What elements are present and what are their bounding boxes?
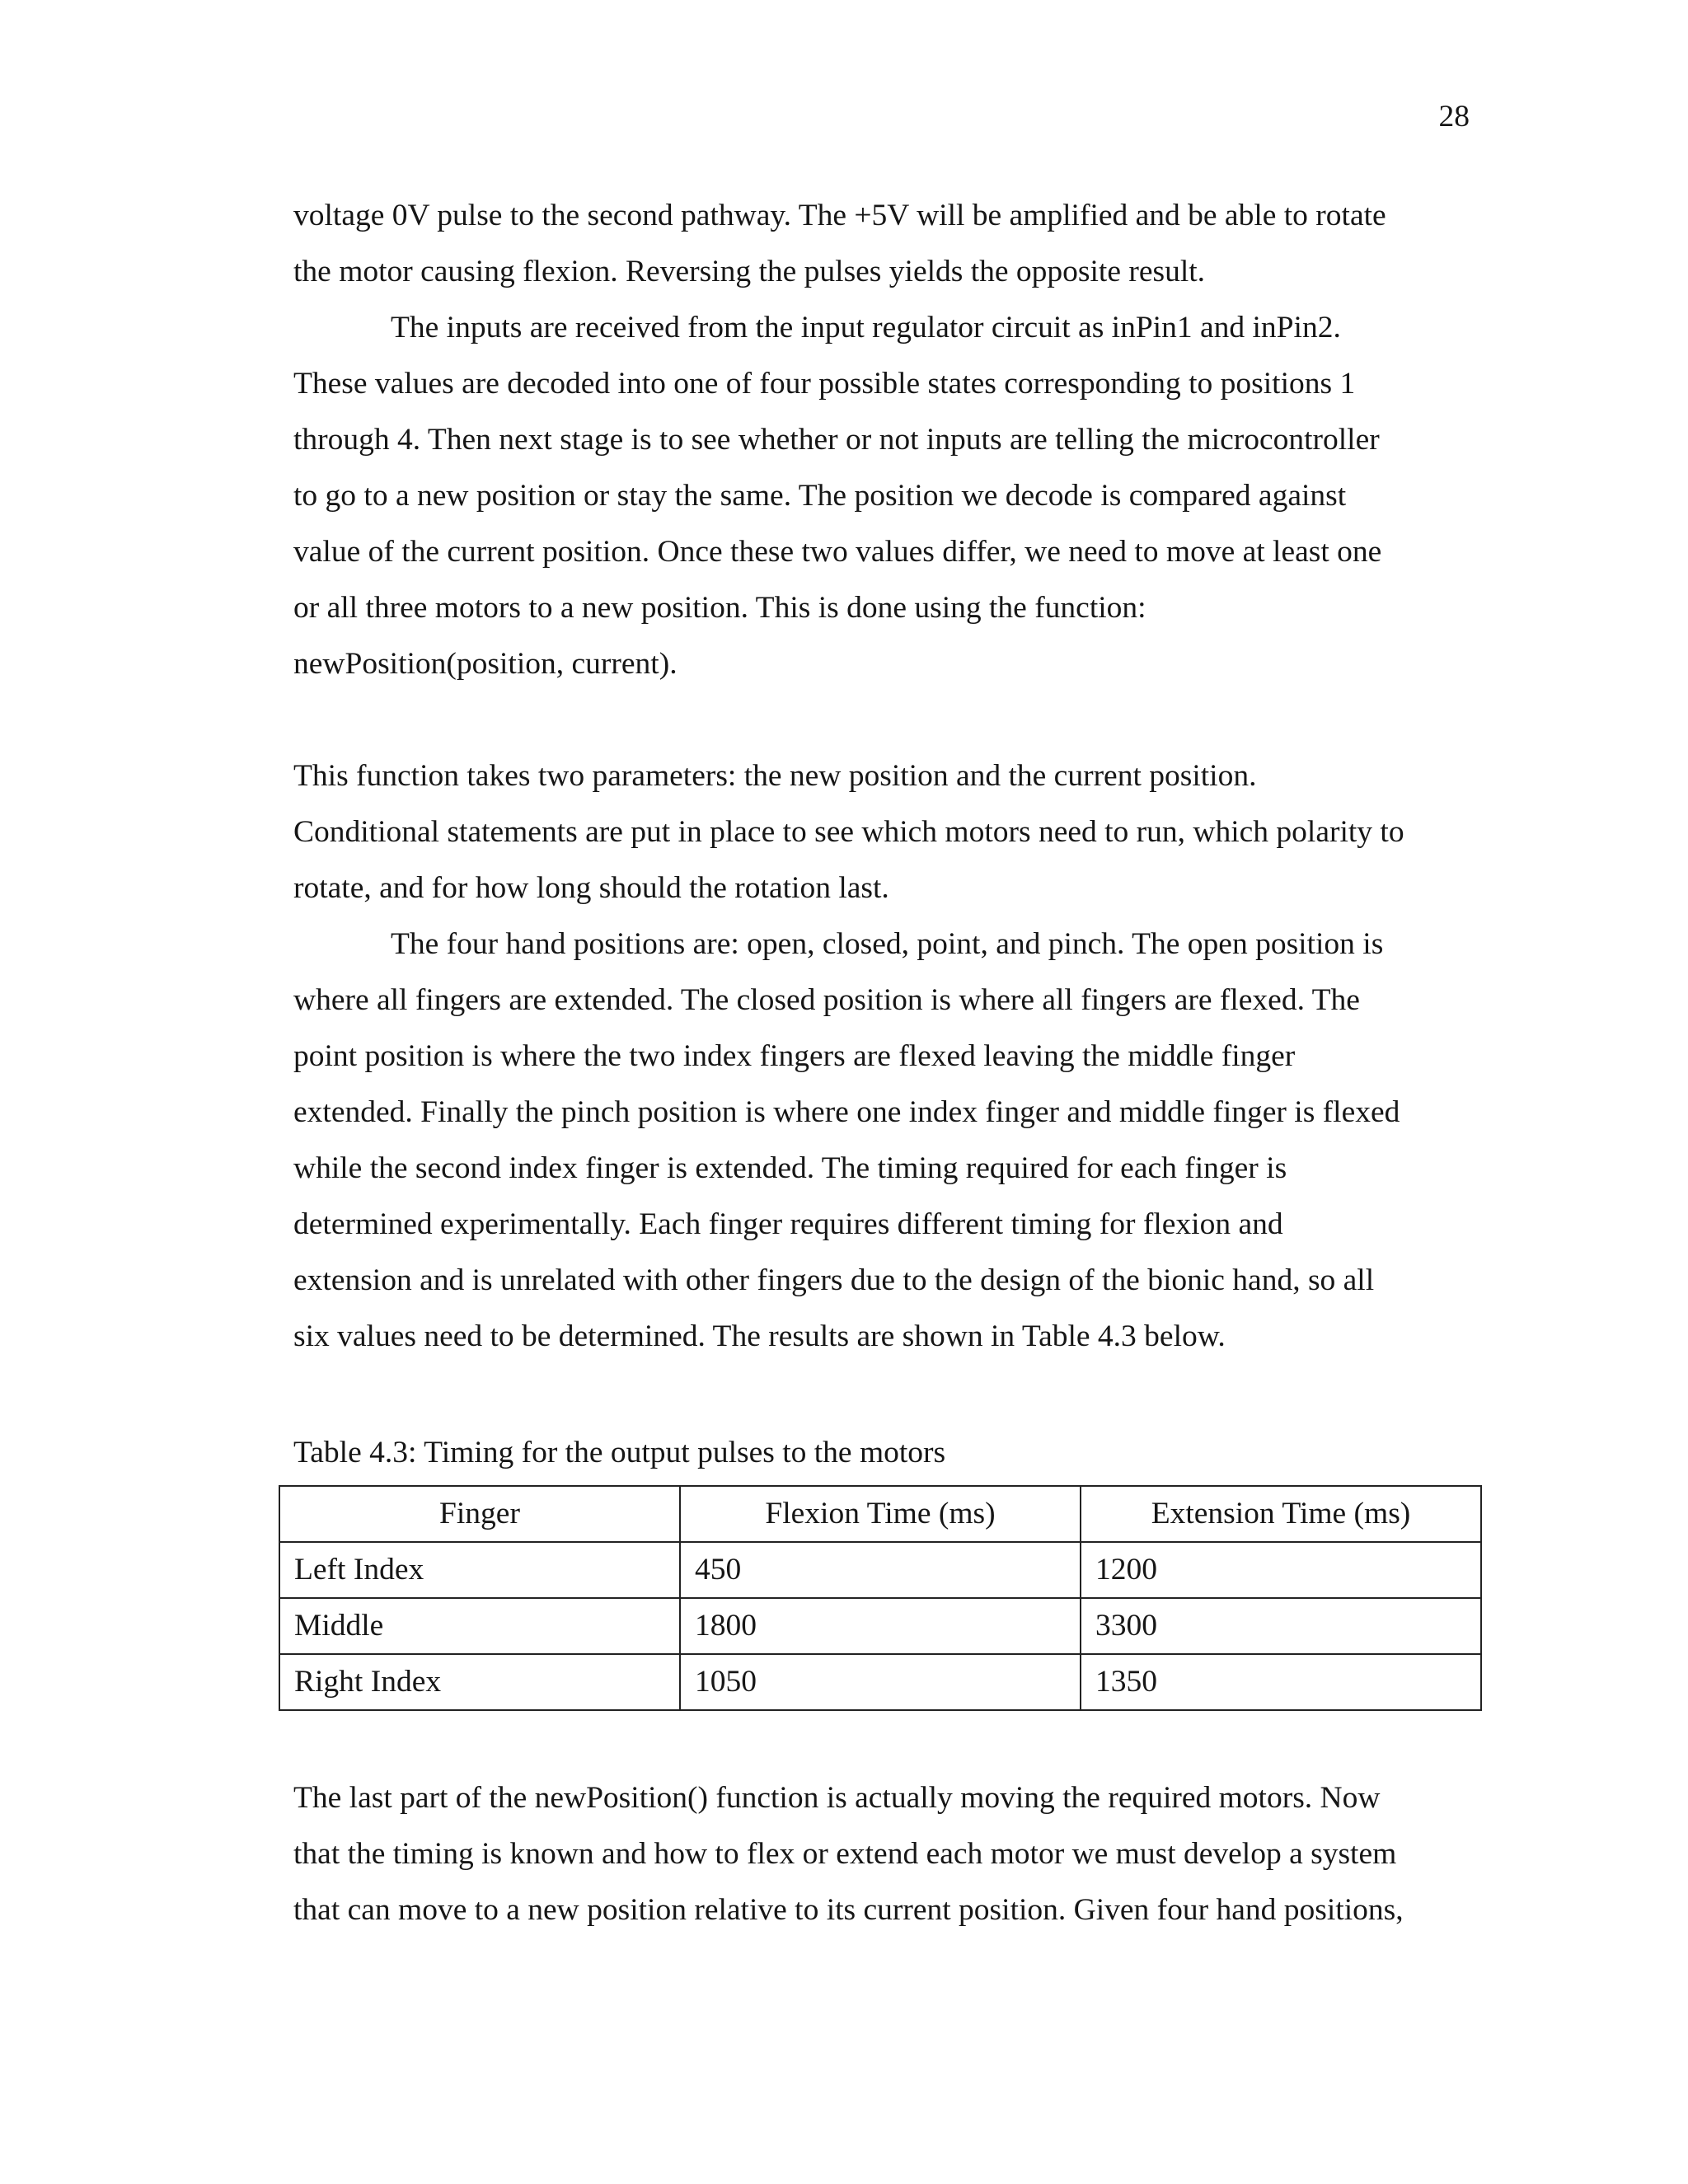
- text-line: where all fingers are extended. The closed position is where all fingers are flexed. The: [293, 983, 1360, 1017]
- text-line: Conditional statements are put in place to see which motors need to run, which polarity to: [293, 815, 1404, 849]
- text-line: extension and is unrelated with other fingers due to the design of the bionic hand, so all: [293, 1263, 1375, 1297]
- paragraph-block-2: [293, 748, 1472, 1365]
- text-line: value of the current position. Once these two values differ, we need to move at least one: [293, 535, 1382, 569]
- text-line: This function takes two parameters: the new position and the current position.: [293, 759, 1257, 793]
- cell-finger: Middle: [279, 1598, 680, 1654]
- cell-flexion: 1050: [680, 1654, 1081, 1710]
- text-line: voltage 0V pulse to the second pathway. The +5V will be amplified and be able to rotate: [293, 199, 1386, 232]
- text-line: point position is where the two index fingers are flexed leaving the middle finger: [293, 1039, 1296, 1073]
- table-caption: Table 4.3: Timing for the output pulses to the motors: [293, 1436, 946, 1469]
- table-row: [279, 1542, 1481, 1598]
- paragraph-block-1: [293, 188, 1472, 692]
- paragraph-block-3: [293, 1770, 1472, 1938]
- text-line: These values are decoded into one of four possible states corresponding to positions 1: [293, 367, 1356, 401]
- page-number: 28: [1438, 100, 1470, 134]
- header-extension-time: Extension Time (ms): [1081, 1486, 1481, 1542]
- text-line: rotate, and for how long should the rotation last.: [293, 871, 889, 905]
- header-flexion-time: Flexion Time (ms): [680, 1486, 1081, 1542]
- cell-finger: Right Index: [279, 1654, 680, 1710]
- cell-extension: 1200: [1081, 1542, 1481, 1598]
- text-line: that the timing is known and how to flex or extend each motor we must develop a system: [293, 1837, 1397, 1871]
- text-line: extended. Finally the pinch position is where one index finger and middle finger is flexed: [293, 1095, 1400, 1129]
- text-line: that can move to a new position relative to its current position. Given four hand positions,: [293, 1893, 1404, 1927]
- table-row: [279, 1654, 1481, 1710]
- text-line: or all three motors to a new position. This is done using the function:: [293, 591, 1146, 625]
- cell-finger: Left Index: [279, 1542, 680, 1598]
- text-line: six values need to be determined. The results are shown in Table 4.3 below.: [293, 1319, 1226, 1353]
- cell-extension: 1350: [1081, 1654, 1481, 1710]
- text-line: while the second index finger is extended. The timing required for each finger is: [293, 1151, 1287, 1185]
- text-line: The last part of the newPosition() function is actually moving the required motors. Now: [293, 1781, 1381, 1815]
- table-header-row: [279, 1486, 1481, 1542]
- cell-flexion: 450: [680, 1542, 1081, 1598]
- text-line: determined experimentally. Each finger requires different timing for flexion and: [293, 1207, 1283, 1241]
- text-line: through 4. Then next stage is to see whether or not inputs are telling the microcontroller: [293, 423, 1380, 457]
- text-line: newPosition(position, current).: [293, 647, 678, 681]
- cell-extension: 3300: [1081, 1598, 1481, 1654]
- text-line: to go to a new position or stay the same. The position we decode is compared against: [293, 479, 1347, 513]
- header-finger: Finger: [279, 1486, 680, 1542]
- text-line: The four hand positions are: open, closed, point, and pinch. The open position is: [391, 927, 1384, 961]
- cell-flexion: 1800: [680, 1598, 1081, 1654]
- text-line: The inputs are received from the input regulator circuit as inPin1 and inPin2.: [391, 311, 1341, 344]
- table-row: [279, 1598, 1481, 1654]
- text-line: the motor causing flexion. Reversing the pulses yields the opposite result.: [293, 255, 1206, 288]
- timing-table: [279, 1485, 1482, 1711]
